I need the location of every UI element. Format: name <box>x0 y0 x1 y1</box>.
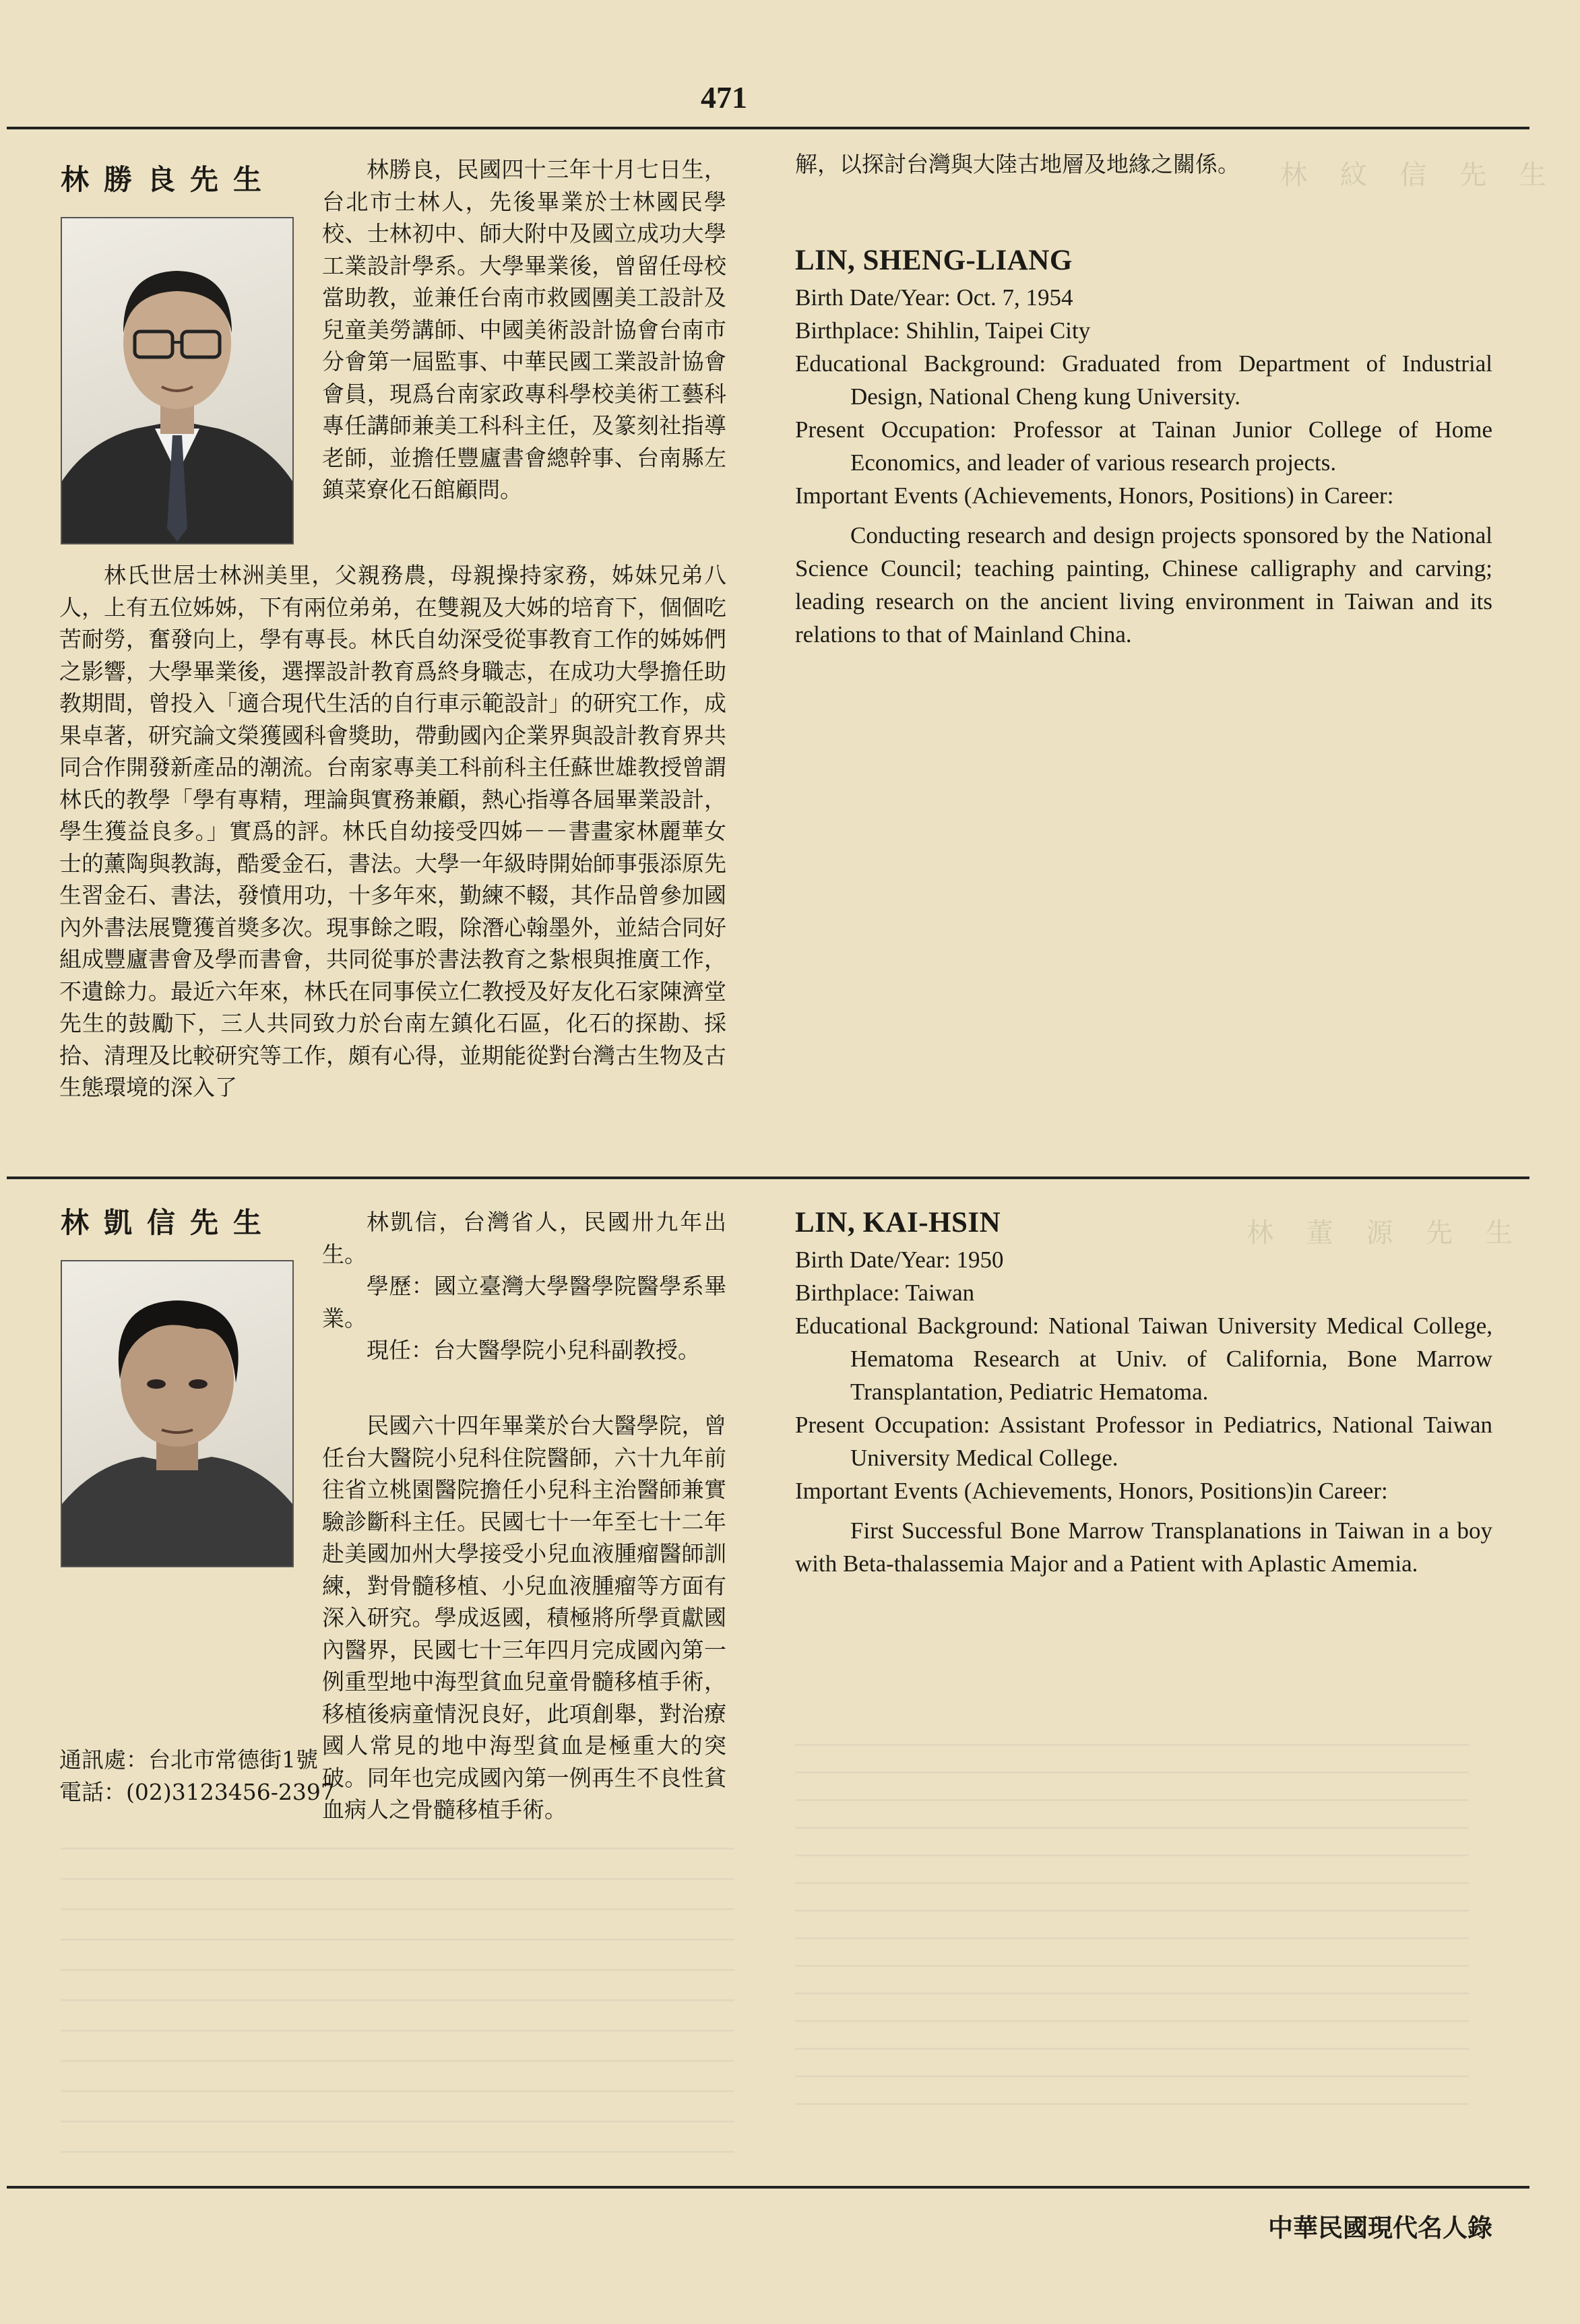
entry1-name-zh: 林勝良先生 <box>61 163 277 196</box>
entry2-address: 通訊處：台北市常德街1號 <box>59 1747 318 1773</box>
entry2-name-zh: 林凱信先生 <box>61 1206 277 1239</box>
entry2-zh-intro: 林凱信，台灣省人，民國卅九年出生。 <box>322 1209 726 1267</box>
portrait-figure <box>62 218 292 543</box>
bleed-through-block <box>795 1718 1469 2123</box>
entry2-zh-contact <box>59 1744 726 1825</box>
portrait-figure <box>62 1261 292 1566</box>
entry2-education: Educational Background: National Taiwan University Medical College, Hematoma Research at Univ. of California, Bone Marrow Transplantation, Pediatric Hematoma. <box>795 1313 1492 1405</box>
entry1-education: Educational Background: Graduated from Department of Industrial Design, National Cheng kung University. <box>795 350 1492 410</box>
entry2-occupation: Present Occupation: Assistant Professor in Pediatrics, National Taiwan University Medical College. <box>795 1412 1492 1471</box>
page-number: 471 <box>701 80 747 115</box>
bleed-through-block <box>61 1819 734 2170</box>
entry2-english-section <box>795 1206 1492 1580</box>
entry2-en-name: LIN, KAI-HSIN <box>795 1207 1001 1238</box>
entry2-events-label: Important Events (Achievements, Honors, Positions)in Career: <box>795 1478 1388 1504</box>
entry1-portrait-photo <box>61 217 294 544</box>
entry1-zh-body-text: 林氏世居士林洲美里，父親務農，母親操持家務，姊妹兄弟八人，上有五位姊姊，下有兩位弟弟，在雙親及大姊的培育下，個個吃苦耐勞，奮發向上，學有專長。林氏自幼深受從事教育工作的姊姊們之影響，大學畢業後，選擇設計教育爲終身職志，在成功大學擔任助教期間，曾投入「適合現代生活的自行車示範設計」的研究工作，成果卓著，研究論文榮獲國科會獎助，帶動國內企業界與設計教育界共同合作開發新產品的潮流。台南家專美工科前科主任蘇世雄教授曾謂林氏的教學「學有專精，理論與實務兼顧，熱心指導各屆畢業設計，學生獲益良多。」實爲的評。林氏自幼接受四姊－－書畫家林麗華女士的薰陶與教誨，酷愛金石，書法。大學一年級時開始師事張添原先生習金石、書法，發憤用功，十多年來，勤練不輟，其作品曾參加國內外書法展覽獲首獎多次。現事餘之暇，除潛心翰墨外，並結合同好組成豐廬書會及學而書會，共同從事於書法教育之紮根與推廣工作，不遺餘力。最近六年來，林氏在同事侯立仁教授及好友化石家陳濟堂先生的鼓勵下，三人共同致力於台南左鎮化石區，化石的探勘、採拾、清理及比較研究等工作，頗有心得，並期能從對台灣古生物及古生態環境的深入了 <box>59 562 726 1100</box>
entry1-zh-continued: 解，以探討台灣與大陸古地層及地緣之關係。 <box>795 151 1240 177</box>
entry2-birth-date: Birth Date/Year: 1950 <box>795 1247 1004 1273</box>
entry1-events-label: Important Events (Achievements, Honors, Positions) in Career: <box>795 482 1394 509</box>
entry2-portrait-photo <box>61 1260 294 1567</box>
entry1-birth-date: Birth Date/Year: Oct. 7, 1954 <box>795 284 1073 311</box>
entry2-zh-occupation: 現任：台大醫學院小兒科副教授。 <box>367 1337 700 1363</box>
entry2-events-text: First Successful Bone Marrow Transplanations in Taiwan in a boy with Beta-thalassemia Major and a Patient with Aplastic Amemia. <box>795 1517 1492 1577</box>
entry1-zh-intro <box>322 154 726 558</box>
entry1-occupation: Present Occupation: Professor at Tainan Junior College of Home Economics, and leader of various research projects. <box>795 416 1492 476</box>
entry2-zh-education: 學歷：國立臺灣大學醫學院醫學系畢業。 <box>322 1273 726 1331</box>
bleed-through-text: 林 紋 信 先 生 <box>1280 160 1558 191</box>
entry1-birthplace: Birthplace: Shihlin, Taipei City <box>795 317 1091 344</box>
entry2-phone: 電話：(02)3123456-2397 <box>59 1778 335 1805</box>
top-rule <box>7 127 1529 129</box>
entry1-english-section <box>795 244 1492 651</box>
entry2-zh-body-text: 民國六十四年畢業於台大醫學院，曾任台大醫院小兒科住院醫師，六十九年前往省立桃園醫院擔任小兒科主治醫師兼實驗診斷科主任。民國七十一年至七十二年赴美國加州大學接受小兒血液腫瘤醫師訓練，對骨髓移植、小兒血液腫瘤等方面有深入研究。學成返國，積極將所學貢獻國內醫界，民國七十三年四月完成國內第一例重型地中海型貧血兒童骨髓移植手術，移植後病童情況良好，此項創舉，對治療國人常見的地中海型貧血是極重大的突破。同年也完成國內第一例再生不良性貧血病人之骨髓移植手術。 <box>322 1412 726 1823</box>
entry1-zh-body <box>59 559 726 1169</box>
bottom-rule <box>7 2186 1529 2189</box>
entry1-events-text: Conducting research and design projects sponsored by the National Science Council; teaching painting, Chinese calligraphy and carving; leading research on the ancient living environment in Taiwan and its relations to that of Mainland China. <box>795 522 1492 648</box>
entry2-zh-body <box>322 1410 726 1823</box>
entry2-birthplace: Birthplace: Taiwan <box>795 1280 975 1306</box>
book-title-footer: 中華民國現代名人錄 <box>1268 2213 1492 2242</box>
entry1-zh-intro-text: 林勝良，民國四十三年十月七日生，台北市士林人，先後畢業於士林國民學校、士林初中、師大附中及國立成功大學工業設計學系。大學畢業後，曾留任母校當助教，並兼任台南市救國團美工設計及兒童美勞講師、中國美術設計協會台南市分會第一屆監事、中華民國工業設計協會會員，現爲台南家政專科學校美術工藝科專任講師兼美工科科主任，及篆刻社指導老師，並擔任豐廬書會總幹事、台南縣左鎮菜寮化石館顧問。 <box>322 156 726 503</box>
bleed-through-text: 林 董 源 先 生 <box>1246 1218 1525 1249</box>
section-divider <box>7 1176 1529 1179</box>
entry1-en-name: LIN, SHENG-LIANG <box>795 245 1073 276</box>
